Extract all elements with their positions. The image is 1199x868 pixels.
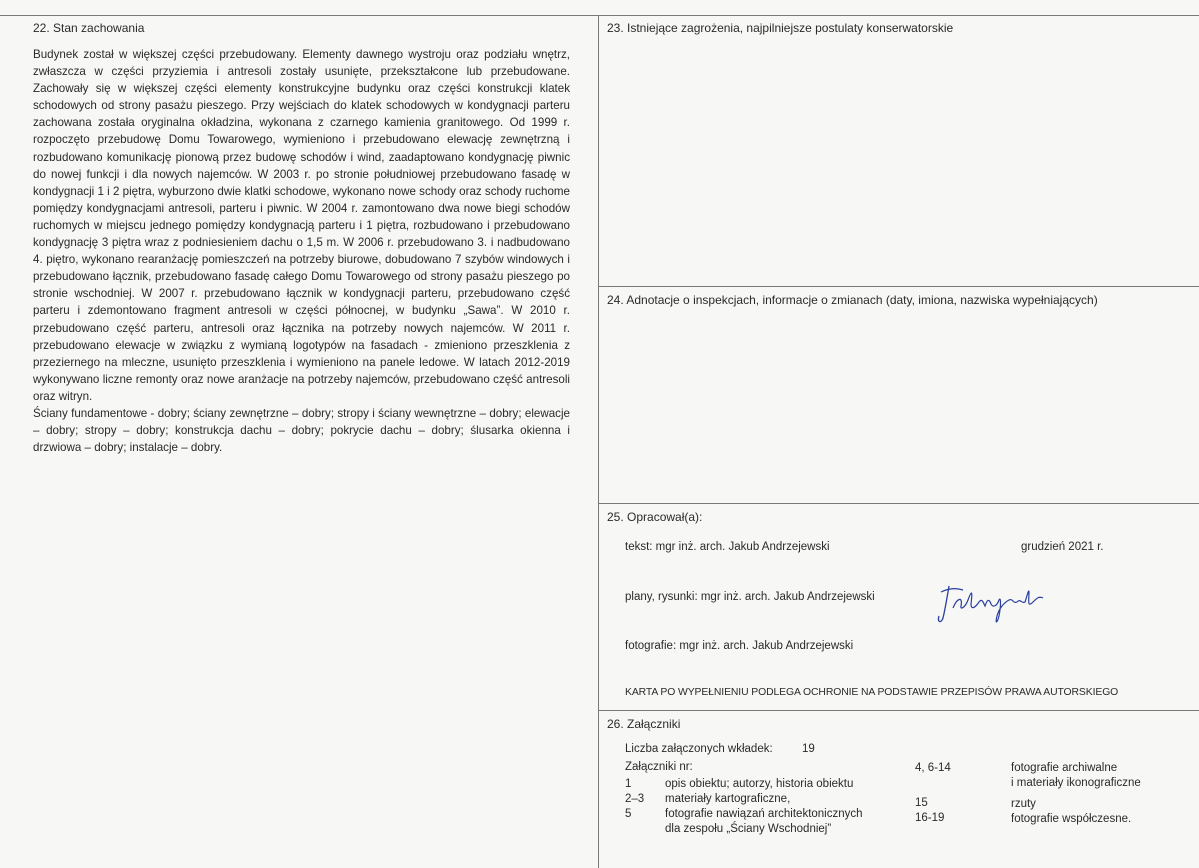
attachment-num: 2–3: [625, 793, 645, 805]
author-plans-line: plany, rysunki: mgr inż. arch. Jakub Andrzejewski: [625, 591, 875, 603]
section-24-title: 24. Adnotacje o inspekcjach, informacje o zmianach (daty, imiona, nazwiska wypełniających): [607, 293, 1098, 307]
attachment-desc: rzuty: [1011, 798, 1036, 810]
section-25-title: 25. Opracował(a):: [607, 510, 703, 524]
attachment-num: 5: [625, 808, 632, 820]
attachment-desc: dla zespołu „Ściany Wschodniej”: [665, 823, 832, 835]
attachments-list-label: Załączniki nr:: [625, 761, 693, 773]
attachment-num: 16-19: [915, 812, 945, 824]
section-22-title: 22. Stan zachowania: [33, 21, 145, 35]
attachment-desc: i materiały ikonograficzne: [1011, 777, 1141, 789]
divider-23-24: [598, 286, 1199, 287]
attachment-desc: fotografie współczesne.: [1011, 813, 1132, 825]
section-22-body: [33, 46, 570, 456]
condition-description: Budynek został w większej części przebudowany. Elementy dawnego wystroju oraz podziału wnętrz, zwłaszcza w części przyziemia i antresoli zostały usunięte, przekształcone lub przebudowane. Zachowały się w większej części elementy konstrukcyjne budynku oraz części konstrukcji klatek schodowych od strony pasażu pieszego. Przy wejściach do klatek schodowych w kondygnacji parteru zachowana została oryginalna okładzina, wykonana z czarnego kamienia granitowego. Od 1999 r. rozpoczęto przebudowę Domu Towarowego, wymieniono i przebudowano elewację zewnętrzną i rozbudowano komunikację pionową przez budowę schodów i wind, zaadaptowano kondygnację piwnic do nowej funkcji i dla nowych najemców. W 2003 r. po stronie południowej przebudowano fasadę w kondygnacji 1 i 2 piętra, wyburzono dwie klatki schodowe, wykonano nowe schody oraz schody ruchome pomiędzy kondygnacjami antresoli, parteru i piwnic. W 2004 r. zamontowano dwa nowe biegi schodów ruchomych w miejscu jednego pomiędzy kondygnacją parteru i 1 piętra, rozbudowano i przebudowano kondygnację 3 piętra wraz z podniesieniem dachu o 1,5 m. W 2006 r. przebudowano 3. i nadbudowano 4. piętro, wykonano rearanżację pomieszczeń na potrzeby biurowe, dobudowano 7 szybów windowych i przebudowano łącznik, przebudowano fasadę całego Domu Towarowego od strony pasażu pieszego po stronie wschodniej. W 2007 r. przebudowano łącznik w kondygnacji parteru, przebudowano część parteru i zdemontowano fragment antresoli w części północnej, w budynku „Sawa”. W 2010 r. przebudowano część parteru, antresoli oraz łącznika na potrzeby nowych najemców. W 2011 r. przebudowano elewacje w związku z wymianą logotypów na fasadach - zmieniono przeszklenia z przeziernego na mleczne, usunięto przeszklenia i wymieniono na panele ledowe. W latach 2012-2019 wykonywano liczne remonty oraz nowe aranżacje na potrzeby najemców, przebudowano część antresoli oraz witryn.: [33, 48, 570, 403]
attachment-num: 1: [625, 778, 632, 790]
attachment-num: 15: [915, 797, 928, 809]
section-26-title: 26. Załączniki: [607, 717, 681, 731]
copyright-note: KARTA PO WYPEŁNIENIU PODLEGA OCHRONIE NA PODSTAWIE PRZEPISÓW PRAWA AUTORSKIEGO: [625, 687, 1119, 698]
section-23-title: 23. Istniejące zagrożenia, najpilniejsze postulaty konserwatorskie: [607, 21, 954, 35]
condition-assessment: Ściany fundamentowe - dobry; ściany zewnętrzne – dobry; stropy i ściany wewnętrzne – dobry; elewacje – dobry; stropy – dobry; konstrukcja dachu – dobry; pokrycie dachu – dobry; ślusarka okienna i drzwiowa – dobry; instalacje – dobry.: [33, 406, 570, 455]
top-border: [0, 15, 1199, 16]
author-text-line: tekst: mgr inż. arch. Jakub Andrzejewski: [625, 541, 830, 553]
divider-24-25: [598, 503, 1199, 504]
attachment-desc: materiały kartograficzne,: [665, 793, 791, 805]
handwritten-signature: [935, 578, 1055, 628]
column-divider: [598, 15, 599, 868]
attachment-desc: opis obiektu; autorzy, historia obiektu: [665, 778, 854, 790]
attachment-num: 4, 6-14: [915, 762, 951, 774]
author-photos-line: fotografie: mgr inż. arch. Jakub Andrzejewski: [625, 640, 854, 652]
divider-25-26: [598, 710, 1199, 711]
attachments-count-value: 19: [802, 743, 815, 755]
attachments-count-label: Liczba załączonych wkładek:: [625, 743, 773, 755]
author-date: grudzień 2021 r.: [1021, 541, 1104, 553]
attachment-desc: fotografie nawiązań architektonicznych: [665, 808, 863, 820]
attachment-desc: fotografie archiwalne: [1011, 762, 1118, 774]
